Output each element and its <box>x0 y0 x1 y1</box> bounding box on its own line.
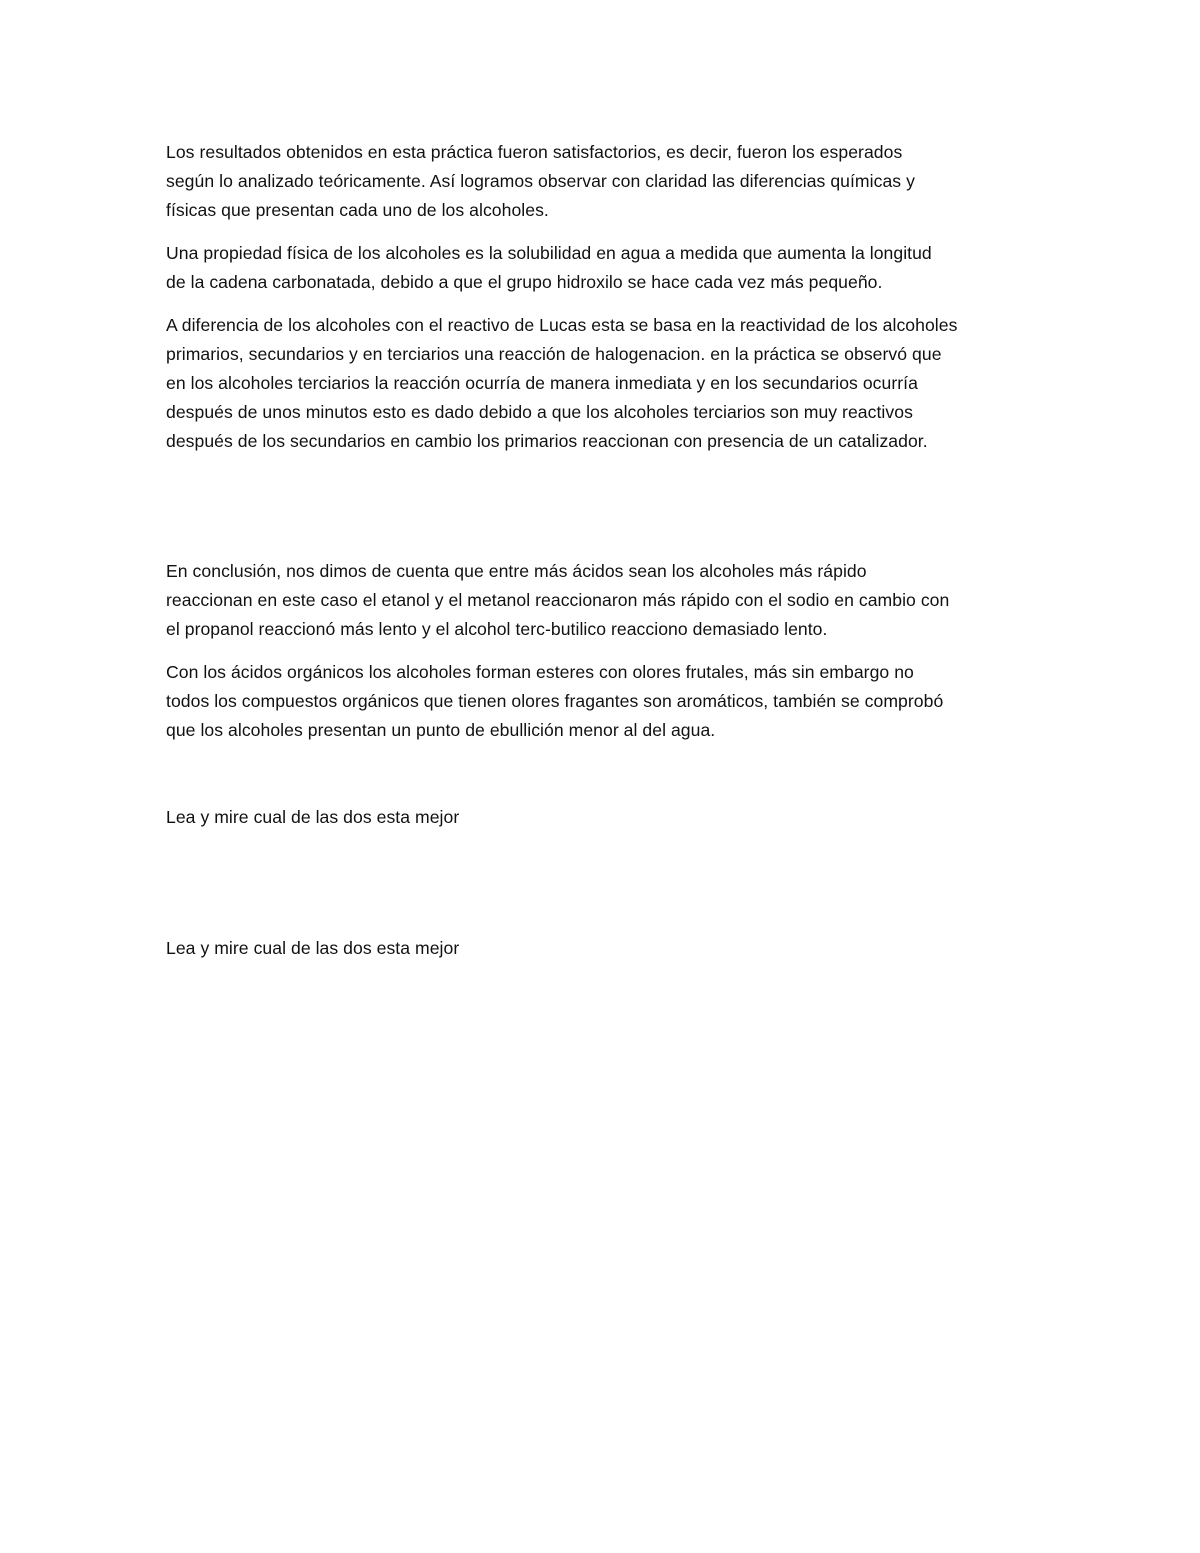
text-line: primarios, secundarios y en terciarios una reacción de halogenacion. en la práctica se observó que <box>166 344 942 364</box>
text-line: físicas que presentan cada uno de los alcoholes. <box>166 200 549 220</box>
text-line: A diferencia de los alcoholes con el reactivo de Lucas esta se basa en la reactividad de los alcoholes <box>166 315 958 335</box>
text-line: después de los secundarios en cambio los primarios reaccionan con presencia de un catalizador. <box>166 431 928 451</box>
note-line-2: Lea y mire cual de las dos esta mejor <box>166 938 460 958</box>
document-body <box>166 138 1046 963</box>
text-line: según lo analizado teóricamente. Así logramos observar con claridad las diferencias químicas y <box>166 171 915 191</box>
text-line: de la cadena carbonatada, debido a que el grupo hidroxilo se hace cada vez más pequeño. <box>166 272 883 292</box>
text-line: todos los compuestos orgánicos que tienen olores fragantes son aromáticos, también se comprobó <box>166 691 944 711</box>
text-line: después de unos minutos esto es dado debido a que los alcoholes terciarios son muy reactivos <box>166 402 913 422</box>
paragraph-results <box>166 138 1046 225</box>
paragraph-organic-acids <box>166 658 1046 745</box>
text-line: En conclusión, nos dimos de cuenta que entre más ácidos sean los alcoholes más rápido <box>166 561 867 581</box>
text-line: que los alcoholes presentan un punto de ebullición menor al del agua. <box>166 720 716 740</box>
paragraph-lucas-reagent <box>166 311 1046 456</box>
text-line: en los alcoholes terciarios la reacción ocurría de manera inmediata y en los secundarios ocurría <box>166 373 918 393</box>
text-line: Con los ácidos orgánicos los alcoholes forman esteres con olores frutales, más sin embargo no <box>166 662 914 682</box>
note-line-1: Lea y mire cual de las dos esta mejor <box>166 807 460 827</box>
paragraph-solubility <box>166 239 1046 297</box>
text-line: Los resultados obtenidos en esta práctica fueron satisfactorios, es decir, fueron los esperados <box>166 142 903 162</box>
text-line: reaccionan en este caso el etanol y el metanol reaccionaron más rápido con el sodio en cambio con <box>166 590 950 610</box>
text-line: Una propiedad física de los alcoholes es la solubilidad en agua a medida que aumenta la longitud <box>166 243 932 263</box>
text-line: el propanol reaccionó más lento y el alcohol terc-butilico reacciono demasiado lento. <box>166 619 828 639</box>
paragraph-conclusion <box>166 557 1046 644</box>
